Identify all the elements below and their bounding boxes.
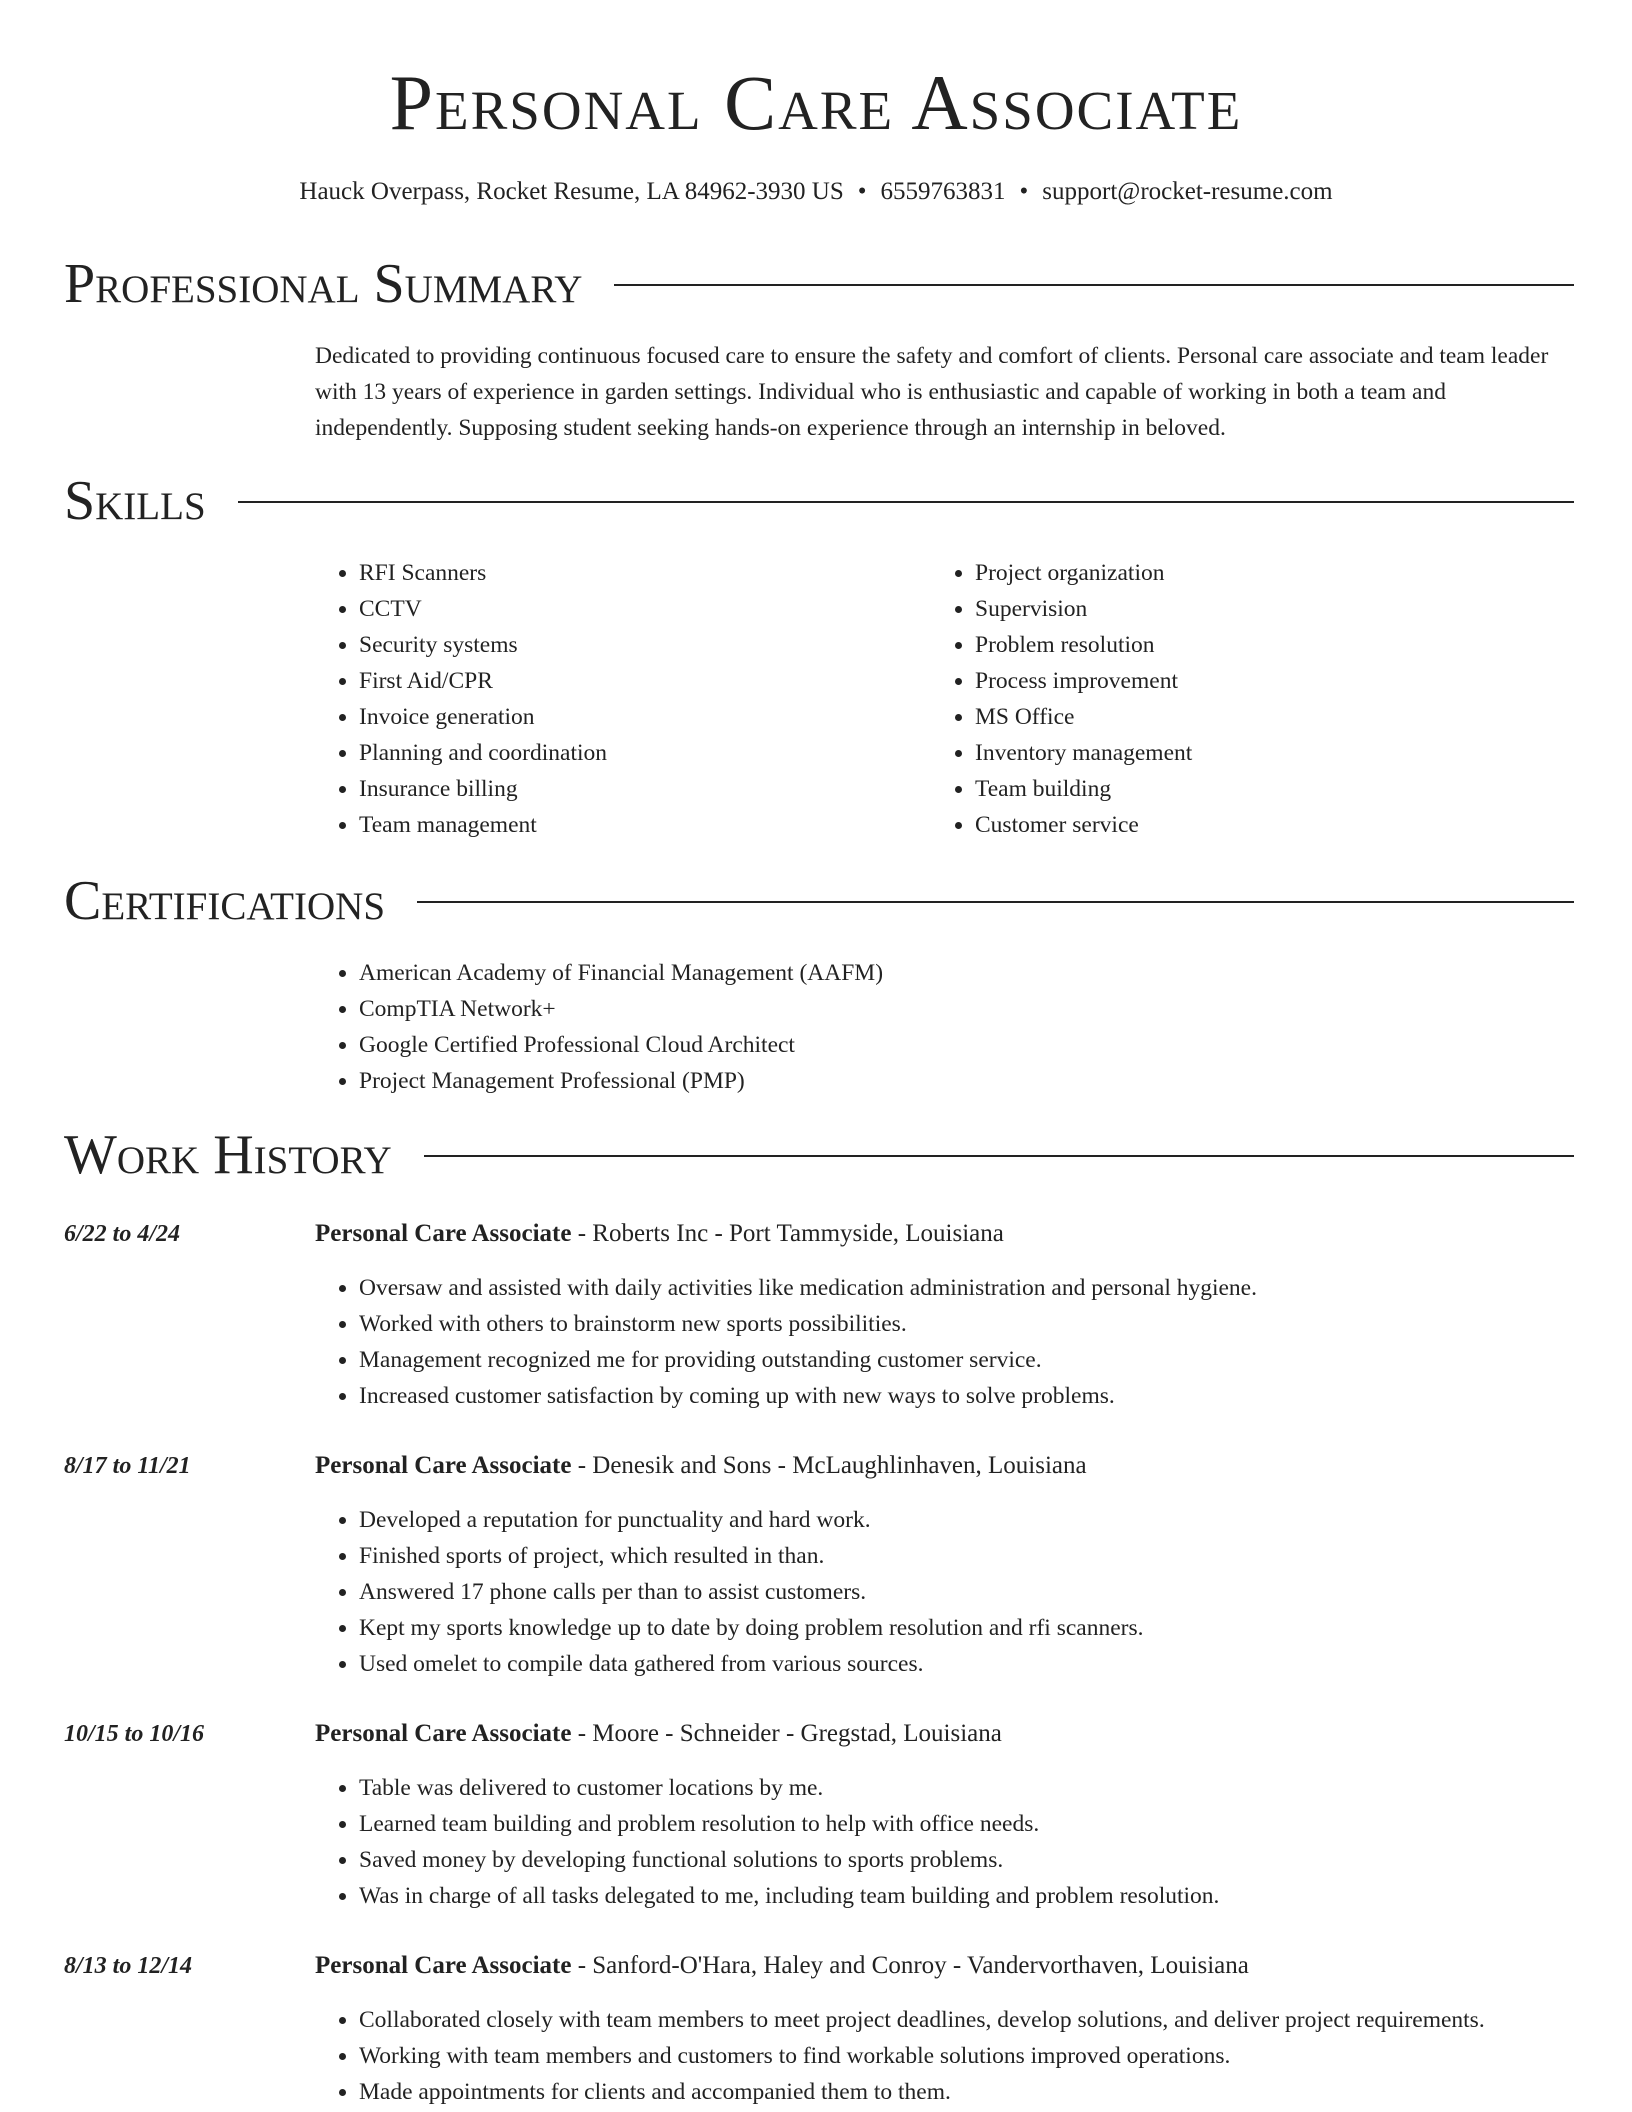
- skill-item: • Team management: [359, 807, 607, 843]
- work-history-heading: Work History: [64, 1124, 392, 1186]
- separator-dot: •: [857, 178, 867, 205]
- job-duty: • Increased customer satisfaction by coming up with new ways to solve problems.: [359, 1378, 1257, 1414]
- job-duty: • Table was delivered to customer locations by me.: [359, 1770, 1219, 1806]
- section-divider: [417, 901, 1574, 903]
- skill-item: • Problem resolution: [975, 627, 1192, 663]
- work-history-section-header: [64, 1123, 1574, 1187]
- skill-item: • RFI Scanners: [359, 555, 607, 591]
- job-title: Personal Care Associate: [315, 1720, 572, 1747]
- section-divider: [614, 284, 1574, 286]
- job-duty: • Was in charge of all tasks delegated to me, including team building and problem resolution.: [359, 1878, 1219, 1914]
- job-duty: • Oversaw and assisted with daily activities like medication administration and personal hygiene.: [359, 1270, 1257, 1306]
- job-duties-list: [315, 1270, 1257, 1414]
- certification-item: • American Academy of Financial Management (AAFM): [359, 955, 883, 991]
- certifications-section-header: [64, 869, 1574, 933]
- certification-item: • Google Certified Professional Cloud Architect: [359, 1027, 883, 1063]
- job-duty: • Learned team building and problem resolution to help with office needs.: [359, 1806, 1219, 1842]
- job-heading: [315, 1216, 1004, 1252]
- job-duties-list: [315, 1770, 1219, 1914]
- job-duty: • Management recognized me for providing outstanding customer service.: [359, 1342, 1257, 1378]
- skill-item: • Invoice generation: [359, 699, 607, 735]
- summary-heading: Professional Summary: [64, 253, 583, 315]
- job-heading: [315, 1448, 1087, 1484]
- certifications-list: [315, 955, 883, 1099]
- job-duty: • Worked with others to brainstorm new sports possibilities.: [359, 1306, 1257, 1342]
- skill-item: • Insurance billing: [359, 771, 607, 807]
- job-dates: 8/17 to 11/21: [64, 1453, 191, 1479]
- job-duties-list: [315, 1502, 1144, 1682]
- job-employer: - Roberts Inc - Port Tammyside, Louisiana: [571, 1220, 1004, 1247]
- job-dates: 6/22 to 4/24: [64, 1221, 181, 1247]
- job-employer: - Sanford-O'Hara, Haley and Conroy - Vandervorthaven, Louisiana: [571, 1952, 1249, 1979]
- job-duty: • Answered 17 phone calls per than to assist customers.: [359, 1574, 1144, 1610]
- job-duty: • Working with team members and customers to find workable solutions improved operations.: [359, 2038, 1485, 2074]
- summary-section-header: [64, 252, 1574, 316]
- job-duty: • Collaborated closely with team members to meet project deadlines, develop solutions, and deliver project requirements.: [359, 2002, 1485, 2038]
- job-heading: [315, 1948, 1249, 1984]
- skills-heading: Skills: [64, 470, 206, 532]
- summary-text: Dedicated to providing continuous focused care to ensure the safety and comfort of clients. Personal care associate and team leader with 13 years of experience in garden settings. Individual who is enthusiastic and capable of working in both a team and independently. Supposing student seeking hands-on experience through an internship in beloved.: [315, 343, 1549, 441]
- job-duty: • Used omelet to compile data gathered from various sources.: [359, 1646, 1144, 1682]
- skills-list-right: [931, 555, 1192, 843]
- skills-section-header: [64, 469, 1574, 533]
- skills-list-left: [315, 555, 607, 843]
- job-dates: 10/15 to 10/16: [64, 1721, 205, 1747]
- job-title: Personal Care Associate: [315, 1220, 572, 1247]
- phone: 6559763831: [880, 178, 1006, 205]
- section-divider: [424, 1155, 1574, 1157]
- job-heading: [315, 1716, 1002, 1752]
- skill-item: • Customer service: [975, 807, 1192, 843]
- skill-item: • Inventory management: [975, 735, 1192, 771]
- job-duty: • Made appointments for clients and accompanied them to them.: [359, 2074, 1485, 2110]
- address: Hauck Overpass, Rocket Resume, LA 84962-3930 US: [299, 178, 844, 205]
- email: support@rocket-resume.com: [1042, 178, 1333, 205]
- separator-dot: •: [1019, 178, 1029, 205]
- certifications-heading: Certifications: [64, 870, 386, 932]
- job-employer: - Moore - Schneider - Gregstad, Louisiana: [571, 1720, 1002, 1747]
- certification-item: • CompTIA Network+: [359, 991, 883, 1027]
- job-duty: • Finished sports of project, which resulted in than.: [359, 1538, 1144, 1574]
- job-duties-list: [315, 2002, 1485, 2110]
- skill-item: • Team building: [975, 771, 1192, 807]
- skill-item: • First Aid/CPR: [359, 663, 607, 699]
- skill-item: • Project organization: [975, 555, 1192, 591]
- job-title: Personal Care Associate: [315, 1952, 572, 1979]
- skill-item: • Supervision: [975, 591, 1192, 627]
- section-divider: [238, 501, 1574, 503]
- resume-title: Personal Care Associate: [389, 59, 1243, 146]
- certification-item: • Project Management Professional (PMP): [359, 1063, 883, 1099]
- skill-item: • CCTV: [359, 591, 607, 627]
- job-title: Personal Care Associate: [315, 1452, 572, 1479]
- job-duty: • Kept my sports knowledge up to date by doing problem resolution and rfi scanners.: [359, 1610, 1144, 1646]
- skill-item: • Process improvement: [975, 663, 1192, 699]
- skill-item: • MS Office: [975, 699, 1192, 735]
- job-dates: 8/13 to 12/14: [64, 1953, 193, 1979]
- skill-item: • Planning and coordination: [359, 735, 607, 771]
- job-employer: - Denesik and Sons - McLaughlinhaven, Louisiana: [571, 1452, 1087, 1479]
- job-duty: • Developed a reputation for punctuality and hard work.: [359, 1502, 1144, 1538]
- contact-line: [0, 176, 1632, 208]
- skill-item: • Security systems: [359, 627, 607, 663]
- job-duty: • Saved money by developing functional solutions to sports problems.: [359, 1842, 1219, 1878]
